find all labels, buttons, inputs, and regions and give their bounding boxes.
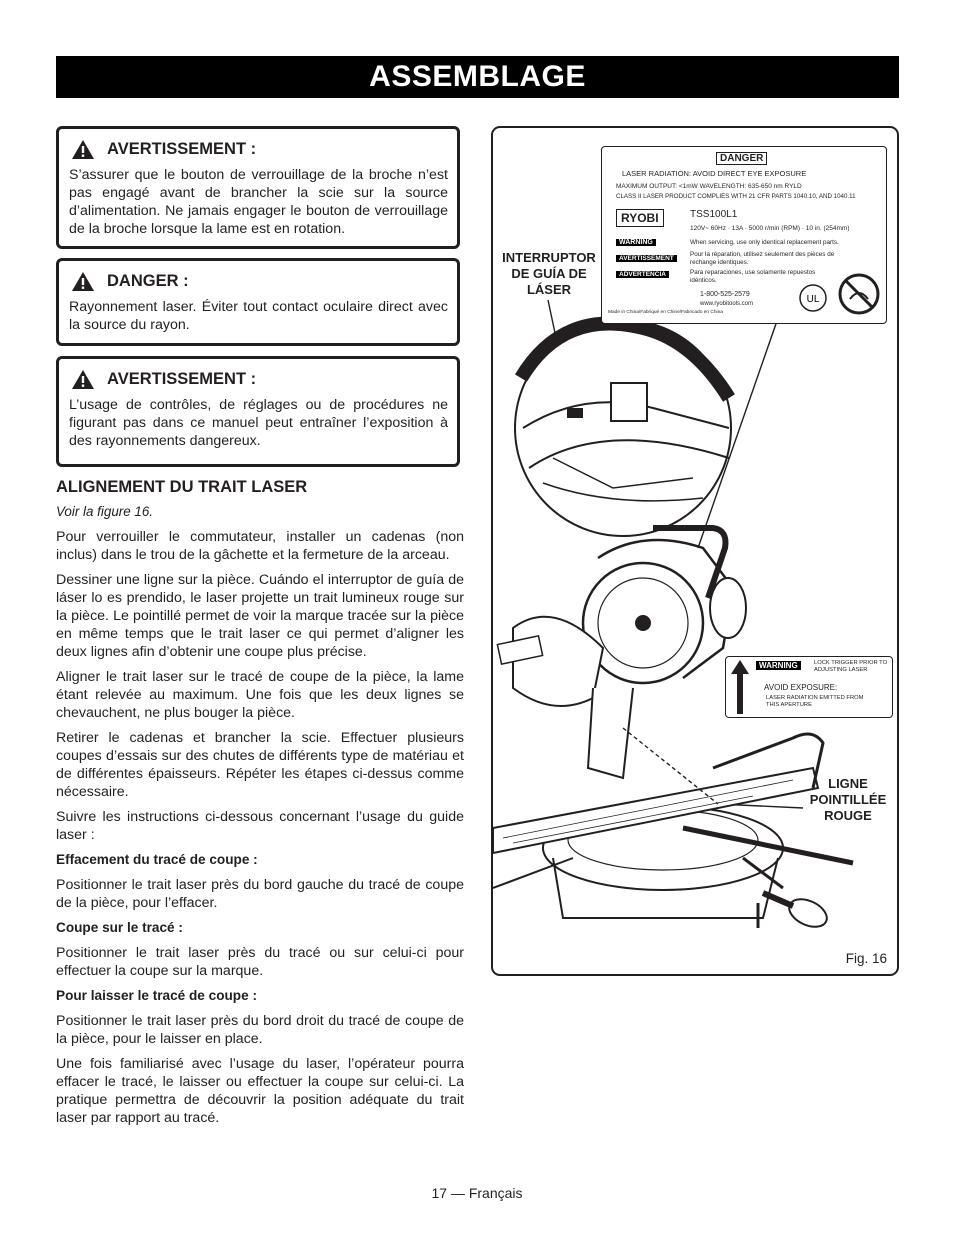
paragraph: Une fois familiarisé avec l’usage du laser, l’opérateur pourra effacer le tracé, le laisser ou effectuer la coupe sur celui-ci. La pratique permettra de découvrir la position adéquate du trait laser par rapport au tracé.	[56, 1056, 464, 1126]
rating-text: 120V~ 60Hz · 13A · 5000 r/min (RPM) · 10 in. (254mm)	[690, 225, 850, 232]
paragraph: Positionner le trait laser près du bord gauche du tracé de coupe de la pièce, pour l’effacer.	[56, 877, 464, 911]
phone-number: 1-800-525-2579	[700, 291, 750, 298]
page-title: ASSEMBLAGE	[369, 60, 586, 93]
page-header	[56, 56, 899, 98]
warning-box-spindle-lock	[56, 126, 460, 249]
warning-box-controls	[56, 356, 460, 467]
warning-title: AVERTISSEMENT :	[107, 370, 257, 388]
page-footer: 17 — Français	[431, 1185, 523, 1201]
warning-text: L’usage de contrôles, de réglages ou de procédures ne figurant pas dans ce manuel peut entraîner l’exposition à des rayonnements dangereux.	[69, 397, 448, 449]
certification-icon	[798, 283, 828, 313]
callout-laser-switch: INTERRUPTOR DE GUÍA DE LÁSER	[502, 250, 596, 297]
paragraph: Suivre les instructions ci-dessous concernant l’usage du guide laser :	[56, 809, 464, 843]
website: www.ryobitools.com	[700, 301, 754, 307]
lock-trigger-text: LOCK TRIGGER PRIOR TO ADJUSTING LASER	[814, 660, 888, 673]
paragraph: Retirer le cadenas et brancher la scie. Effectuer plusieurs coupes d’essais sur des chutes de différents type de matériau et de différentes épaisseurs. Répéter les étapes ci-dessus comme nécessaire.	[56, 730, 464, 800]
subsection-title: Effacement du tracé de coupe :	[56, 852, 258, 867]
avertissement-chip: AVERTISSEMENT	[616, 255, 677, 262]
warning-text: S’assurer que le bouton de verrouillage de la broche n’est pas engagé avant de brancher la scie sur la source d’alimentation. Ne jamais engager le bouton de verrouillage de la broche lorsque la lame est en rotation.	[69, 167, 448, 237]
subsection-title: Coupe sur le tracé :	[56, 920, 183, 935]
advertencia-chip: ADVERTENCIA	[616, 271, 669, 278]
aperture-text: LASER RADIATION EMITTED FROM THIS APERTURE	[766, 695, 864, 708]
danger-text: Rayonnement laser. Éviter tout contact oculaire direct avec la source du rayon.	[69, 299, 448, 333]
warning-note: When servicing, use only identical replacement parts.	[690, 239, 839, 246]
paragraph: Dessiner une ligne sur la pièce. Cuándo el interruptor de guía de láser lo es prendido, le laser projette un trait lumineux rouge sur la pièce. Le pointillé permet de voir la marque tracée sur la pièce en même temps que le trait laser ce qui permet d’aligner les deux lignes afin d’obtenir une coupe plus précise.	[56, 572, 464, 660]
laser-aperture-tag	[725, 656, 893, 718]
warning-triangle-icon	[71, 139, 95, 160]
up-arrow-icon	[730, 658, 750, 716]
subsection-title: Pour laisser le tracé de coupe :	[56, 988, 257, 1003]
svg-text:UL: UL	[806, 294, 820, 305]
paragraph: Positionner le trait laser près du tracé ou sur celui-ci pour effectuer la coupe sur la marque.	[56, 945, 464, 979]
laser-class: CLASS II LASER PRODUCT COMPLIES WITH 21 CFR PARTS 1040.10, AND 1040.11	[616, 193, 856, 200]
aperture-warning-chip: WARNING	[756, 661, 801, 670]
advertencia-note: Para reparaciones, use solamente repuestos idénticos.	[690, 269, 816, 284]
figure-reference: Voir la figure 16.	[56, 504, 154, 519]
avertissement-note: Pour la réparation, utilisez seulement des pièces de rechange identiques.	[690, 251, 835, 266]
model-number: TSS100L1	[690, 209, 738, 220]
figure-16	[491, 126, 899, 976]
warning-triangle-icon	[71, 271, 95, 292]
laser-warning-decal	[601, 146, 887, 324]
radiation-text: LASER RADIATION: AVOID DIRECT EYE EXPOSURE	[622, 169, 807, 178]
section-title: ALIGNEMENT DU TRAIT LASER	[56, 478, 308, 496]
laser-alignment-section	[56, 478, 464, 1134]
danger-title: DANGER :	[107, 272, 189, 290]
made-in-text: Made in China/Fabriqué en Chine/Fabricado en China	[608, 310, 723, 315]
laser-spec: MAXIMUM OUTPUT: <1mW WAVELENGTH: 635-650 nm RYLD	[616, 183, 802, 190]
no-wet-conditions-icon	[838, 273, 880, 315]
warning-title: AVERTISSEMENT :	[107, 140, 257, 158]
figure-caption: Fig. 16	[845, 951, 887, 966]
paragraph: Aligner le trait laser sur le tracé de coupe de la pièce, la lame étant relevée au maximum. Une fois que les deux lignes se chevauchent, ne plus bouger la pièce.	[56, 669, 464, 721]
avoid-exposure-text: AVOID EXPOSURE:	[764, 683, 838, 692]
danger-box-laser	[56, 258, 460, 346]
callout-dashed-line: LIGNE POINTILLÉE ROUGE	[809, 776, 887, 823]
danger-tag: DANGER	[716, 152, 767, 165]
paragraph: Pour verrouiller le commutateur, installer un cadenas (non inclus) dans le trou de la gâchette et la fermeture de la arceau.	[56, 529, 464, 563]
ryobi-logo: RYOBI	[616, 209, 664, 227]
paragraph: Positionner le trait laser près du bord droit du tracé de coupe de la pièce, pour le laisser en place.	[56, 1013, 464, 1047]
warning-triangle-icon	[71, 369, 95, 390]
warning-chip: WARNING	[616, 239, 656, 246]
